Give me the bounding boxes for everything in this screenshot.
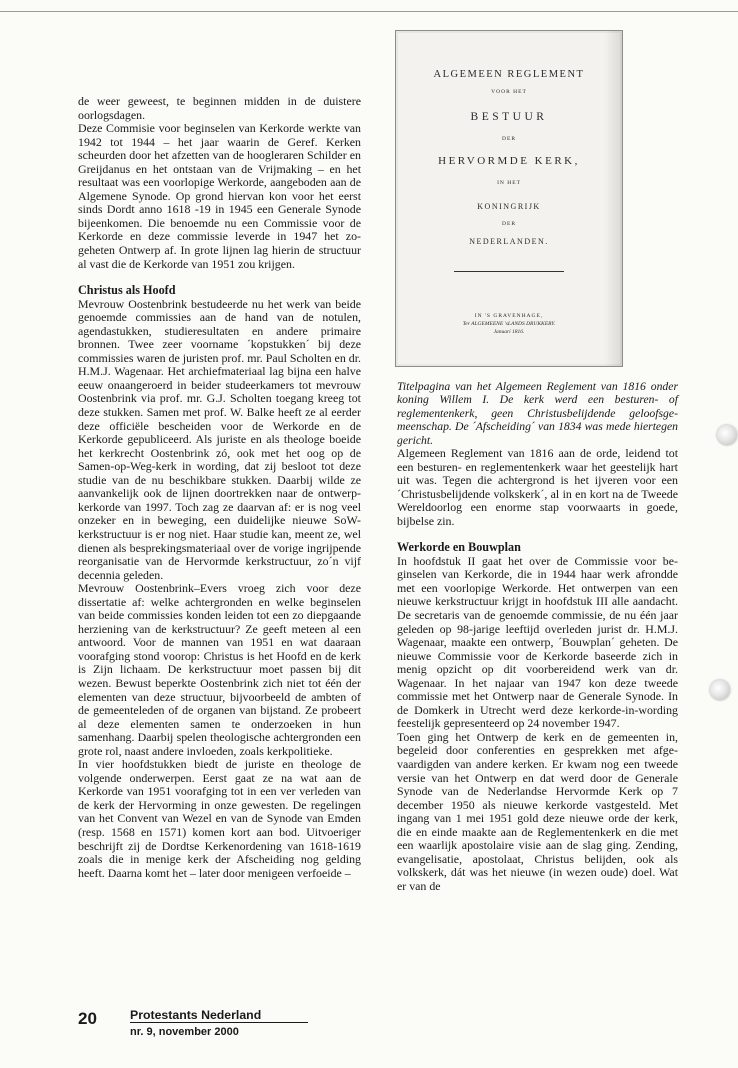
title-page-image — [395, 30, 623, 367]
figure-title-line: BESTUUR — [470, 111, 548, 123]
page-number: 20 — [78, 1009, 97, 1028]
section-heading-werkorde: Werkorde en Bouwplan — [397, 540, 521, 555]
body-paragraph: In hoofdstuk II gaat het over de Commissie voor beginselen van Kerkorde, die in 1944 haar werk afrondde met een voorlopige Werkorde. Het ontwerpen van een nieuwe kerkstructuur krijgt in hoofdstuk III alle aandacht. De secretaris van de genoemde commissie, de nu één jaar geleden op 98-jarige leeftijd overleden jurist dr. H.M.J. Wagenaar, maakte een ontwerp, ´Bouwplan´ geheten. De nieuwe Commissie voor de Kerkorde baseerde zich in menig opzicht op dit voorbereidend werk van dr. Wagenaar. In het najaar van 1947 kon deze tweede commissie met het Ontwerp naar de Generale Synode. In de Domkerk in Utrecht werd deze kerkorde-in-wording feestelijk gepresenteerd op 24 november 1947. — [397, 553, 678, 731]
body-paragraph: Deze Commisie voor beginselen van Kerkorde werkte van 1942 tot 1944 – het jaar waarin de Geref. Kerken scheurden door het afzetten van de hoogleraren Schilder en Greijdanus en het ontstaan van de Vrijmaking – en het resultaat was een voorlopige Werkorde, aangeboden aan de Algemene Synode. Op grond hiervan kon voor het eerst sinds Dordt anno 1618 -19 in 1945 een Generale Synode bijeenkomen. Die benoemde nu een Commissie voor de Kerkorde en deze commissie leverde in 1947 het zogeheten Ontwerp af. In grote lijnen lag hierin de structuur al vast die de Kerkorde van 1951 zou krijgen. — [78, 121, 361, 271]
figure-imprint-line: Ter ALGEMEENE 'sLANDS DRUKKERY. — [462, 321, 556, 327]
figure-title-line: VOOR HET — [491, 89, 527, 95]
figure-title-line: DER — [502, 136, 516, 142]
body-paragraph: In vier hoofdstukken biedt de juriste en theologe de volgende onderwerpen. Eerst gaat ze na wat aan de Kerkorde van 1951 voorafging tot in een ver verleden van de kerk der Hervorming in onze gewesten. De regelingen van het Convent van Wezel en van de Synode van Emden (resp. 1568 en 1571) komen kort aan bod. Uitvoeriger beschrijft zij de Dordtse Kerkenordening van 1618-1619 zoals die in menige kerk der Afscheiding nog gelding heeft. Daarna komt het – later door menigeen verfoeide – — [78, 757, 361, 880]
figure-caption — [397, 380, 678, 447]
caption-text: Titelpagina van het Algemeen Reglement van 1816 onder koning Willem I. De kerk werd een besturen- of reglementenkerk, geen Christusbelijdende geloofsgemeenschap. De ´Afscheiding´ van 1834 was mede hiertegen gericht. — [397, 380, 678, 447]
body-paragraph: Toen ging het Ontwerp de kerk en de gemeenten in, begeleid door conferenties en gesprekken met afgevaardigden van andere kerken. Er kwam nog een tweede versie van het Ontwerp en dat werd door de Generale Synode van de Nederlandse Hervormde Kerk op 7 december 1950 als nieuwe kerkorde vastgesteld. Met ingang van 1 mei 1951 gold deze nieuwe orde der kerk, die en einde maakte aan de Reglementenkerk en die met een waarlijk apostolaire visie aan de slag ging. Zending, evangelisatie, apostolaat, Christus belijden, ook als volkskerk, dát was het nieuwe (in wezen oude) doel. Wat er van de — [397, 729, 678, 893]
body-paragraph: Mevrouw Oostenbrink–Evers vroeg zich voor deze dissertatie af: welke achtergronden en welke beginselen van beide commissies konden leiden tot een zo diepgaande herziening van de kerkstructuur? Ze geeft meteen al een antwoord. Voor de mannen van 1951 en wat daaraan voorafging stond voorop: Christus is het Hoofd en de kerk is Zijn lichaam. De kerkstructuur moet passen bij dit wezen. Bewust beperkte Oostenbrink zich niet tot één der elementen van deze structuur, bijvoorbeeld de ambten of de gemeenteleden of de organen van bijstand. Ze probeert al deze elementen samen te onderzoeken in hun samenhang. Daarbij spelen theologische achtergronden een grote rol, naast andere invloeden, zoals kerkpolitieke. — [78, 581, 361, 758]
punch-hole — [717, 425, 737, 445]
figure-title-line: NEDERLANDEN. — [469, 237, 549, 246]
body-paragraph: de weer geweest, te beginnen midden in de duisterе oorlogsdagen. — [78, 94, 361, 122]
body-paragraph: Mevrouw Oostenbrink bestudeerde nu het werk van beide genoemde commissies aan de hand van de notulen, agendastukken, studieresultaten en andere primaire bronnen. Twee zeer voorname ´kopstukken´ bij deze commissies waren de juristen prof. mr. Paul Scholten en dr. H.M.J. Wagenaar. Het archiefmateriaal lag bijna een halve eeuw onaangeroerd in beider studeerkamers tot mevrouw Oostenbrink via prof. mr. G.J. Scholten toegang kreeg tot deze stukken. Samen met prof. W. Balke heeft ze al eerder deze officiële bescheiden voor de Werkorde en de Kerkorde gepubliceerd. Als juriste en als theologe boeide het kerkrecht Oostenbrink zó, ook met het oog op de Samen-op-Weg-kerk in wording, dat zij besloot tot deze studie van de nu beschikbare stukken. Daarbij wilde ze aanvankelijk ook de lijnen doortrekken naar de ontwerp-kerkorde van 1997. Toch zag ze daarvan af: er is nog veel onzeker en in beweging, een duidelijke nieuwe SoW-kerkstructuur is er nog niet. Haar studie kan, meent ze, wel dienen als besprekingsmateriaal over de vorige ingrijpende reorganisatie van de Hervormde kerkstructuur, zo´n vijf decennia geleden. — [78, 296, 361, 582]
body-paragraph: Algemeen Reglement van 1816 aan de orde, leidend tot een besturen- en reglementenkerk waar het geestelijk hart uit was. Tegen die achtergrond is het ijveren voor een ´Christusbelijdende volkskerk´, al in en kort na de Tweede Wereldoorlog een enorme stap voorwaarts in goede, bijbelse zin. — [397, 446, 678, 528]
figure-title-line: ALGEMEEN REGLEMENT — [433, 69, 585, 80]
figure-divider — [454, 271, 564, 272]
figure-imprint-line: Januari 1816. — [493, 329, 525, 335]
figure-title-line: KONINGRIJK — [477, 202, 541, 211]
section-heading-christus: Christus als Hoofd — [78, 283, 176, 298]
top-rule — [0, 11, 738, 12]
right-column — [397, 447, 678, 894]
footer-rule — [130, 1022, 308, 1023]
punch-hole — [710, 680, 730, 700]
figure-imprint-line: IN 'S GRAVENHAGE, — [474, 313, 544, 319]
figure-title-line: DER — [502, 221, 516, 227]
figure-title-line: HERVORMDE KERK, — [438, 155, 580, 167]
left-column — [78, 95, 361, 880]
issue-line: nr. 9, november 2000 — [130, 1026, 239, 1038]
figure-title-line: IN HET — [497, 180, 521, 186]
magazine-title: Protestants Nederland — [130, 1008, 262, 1022]
page-shadow — [604, 31, 622, 366]
